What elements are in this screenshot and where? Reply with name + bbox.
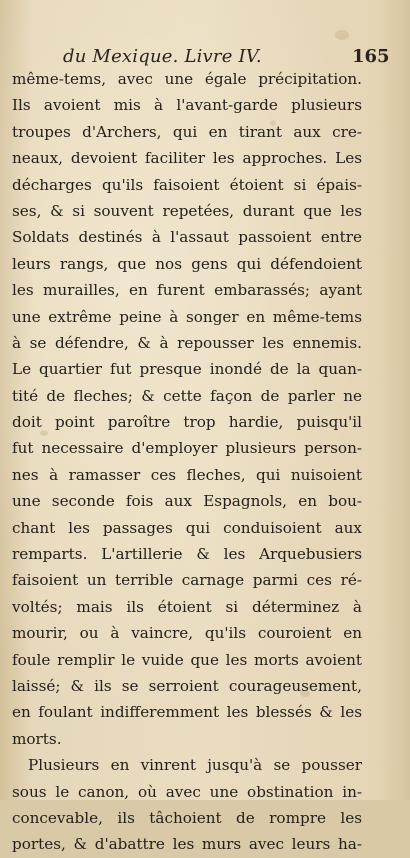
text-line: Plusieurs en vinrent jusqu'à se pousser: [28, 756, 362, 775]
text-line: faisoient un terrible carnage parmi ces ré-: [12, 571, 362, 590]
text-line: sous le canon, où avec une obstination in-: [12, 782, 362, 801]
text-line: voltés; mais ils étoient si déterminez à: [12, 597, 362, 616]
running-title: du Mexique. Livre IV.: [63, 46, 262, 67]
text-line: laissé; & ils se serroient courageusement,: [12, 676, 362, 695]
text-line: en foulant indifferemment les blessés & les: [12, 703, 362, 722]
text-line: Soldats destinés à l'assaut passoient entre: [12, 228, 362, 247]
page-number: 165: [352, 46, 390, 67]
text-line: ses, & si souvent repetées, durant que les: [12, 201, 362, 220]
text-line: chant les passages qui conduisoient aux: [12, 518, 362, 537]
text-line: les murailles, en furent embarassés; ayant: [12, 281, 362, 300]
text-line: morts.: [12, 729, 62, 748]
foxing-spot: [335, 30, 349, 40]
text-line: foule remplir le vuide que les morts avoient: [12, 650, 362, 669]
text-line: leurs rangs, que nos gens qui défendoient: [12, 254, 362, 273]
text-line: remparts. L'artillerie & les Arquebusiers: [12, 545, 362, 564]
text-line: Le quartier fut presque inondé de la quan-: [12, 360, 362, 379]
text-line: nes à ramasser ces fleches, qui nuisoient: [12, 465, 362, 484]
text-line: décharges qu'ils faisoient étoient si épais-: [12, 175, 362, 194]
text-line: mourir, ou à vaincre, qu'ils couroient en: [12, 624, 362, 643]
text-line: Ils avoient mis à l'avant-garde plusieurs: [12, 96, 362, 115]
text-line: fut necessaire d'employer plusieurs person-: [12, 439, 362, 458]
text-line: à se défendre, & à repousser les ennemis.: [12, 333, 362, 352]
text-line: même-tems, avec une égale précipitation.: [12, 70, 362, 88]
text-line: neaux, devoient faciliter les approches. Les: [12, 149, 362, 168]
text-line: une extrême peine à songer en même-tems: [12, 307, 362, 326]
text-line: troupes d'Archers, qui en tirant aux cre-: [12, 122, 362, 141]
body-text: [12, 66, 362, 858]
text-line: une seconde fois aux Espagnols, en bou-: [12, 492, 362, 511]
text-line: concevable, ils tâchoient de rompre les: [12, 808, 362, 827]
text-line: portes, & d'abattre les murs avec leurs ha-: [12, 835, 362, 854]
text-line: doit point paroître trop hardie, puisqu'il: [12, 413, 362, 432]
text-line: tité de fleches; & cette façon de parler ne: [12, 386, 362, 405]
